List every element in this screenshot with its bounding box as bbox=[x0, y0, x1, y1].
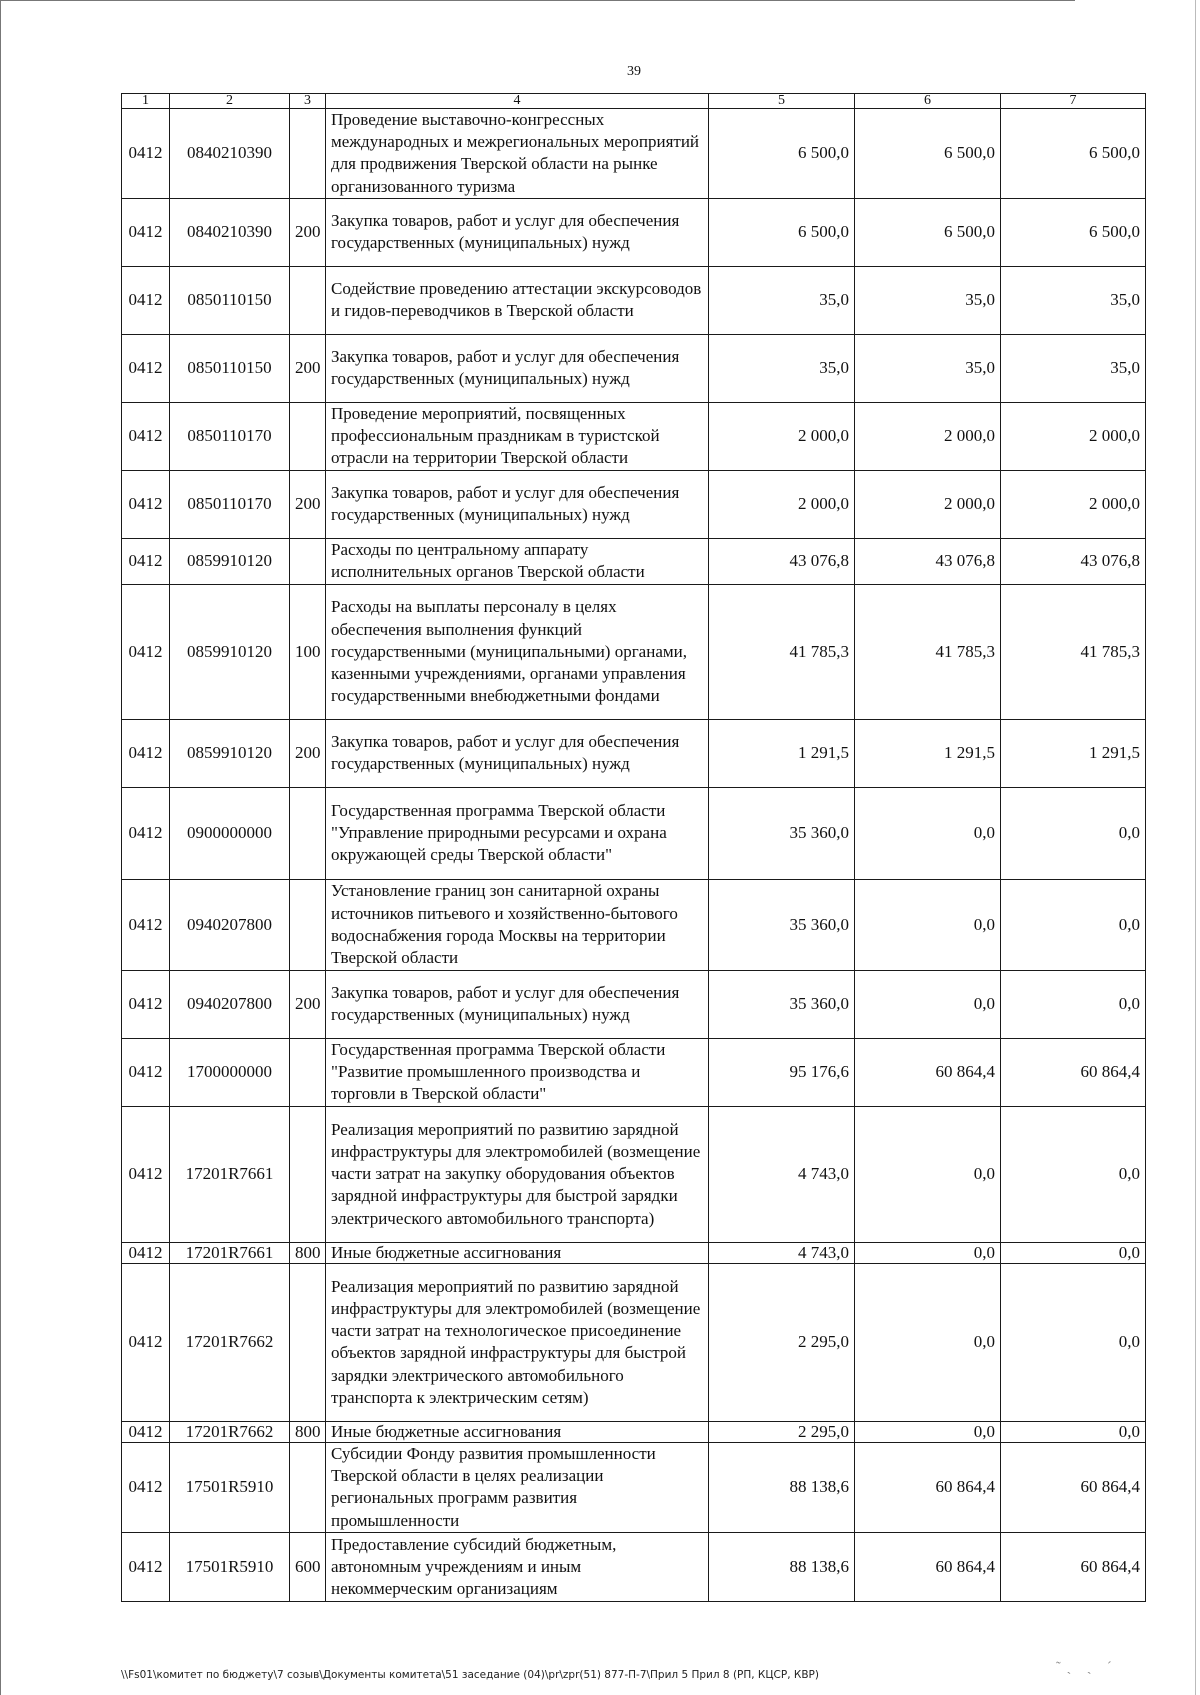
cell-value-7: 0,0 bbox=[1001, 1263, 1146, 1421]
cell-value-7: 43 076,8 bbox=[1001, 538, 1146, 584]
cell-section: 0412 bbox=[122, 470, 170, 538]
cell-value-5: 35,0 bbox=[709, 334, 855, 402]
cell-section: 0412 bbox=[122, 787, 170, 879]
table-row bbox=[122, 109, 1146, 199]
cell-value-5: 4 743,0 bbox=[709, 1106, 855, 1242]
cell-csr: 1700000000 bbox=[170, 1038, 290, 1106]
cell-csr: 0850110170 bbox=[170, 470, 290, 538]
cell-value-6: 35,0 bbox=[855, 334, 1001, 402]
cell-section: 0412 bbox=[122, 198, 170, 266]
cell-name: Проведение мероприятий, посвященных профессиональным праздникам в туристской отрасли на территории Тверской области bbox=[326, 402, 709, 470]
cell-kvr: 200 bbox=[290, 334, 326, 402]
cell-name: Содействие проведению аттестации экскурсоводов и гидов-переводчиков в Тверской области bbox=[326, 266, 709, 334]
cell-value-6: 0,0 bbox=[855, 1263, 1001, 1421]
cell-section: 0412 bbox=[122, 109, 170, 199]
cell-kvr: 100 bbox=[290, 584, 326, 719]
cell-csr: 0900000000 bbox=[170, 787, 290, 879]
table-row bbox=[122, 787, 1146, 879]
cell-value-7: 60 864,4 bbox=[1001, 1532, 1146, 1601]
cell-section: 0412 bbox=[122, 1421, 170, 1442]
cell-value-5: 88 138,6 bbox=[709, 1442, 855, 1532]
cell-name: Закупка товаров, работ и услуг для обеспечения государственных (муниципальных) нужд bbox=[326, 334, 709, 402]
cell-value-7: 2 000,0 bbox=[1001, 402, 1146, 470]
cell-name: Иные бюджетные ассигнования bbox=[326, 1242, 709, 1263]
col-header-7: 7 bbox=[1001, 94, 1146, 109]
cell-value-5: 1 291,5 bbox=[709, 719, 855, 787]
cell-value-7: 0,0 bbox=[1001, 787, 1146, 879]
cell-value-6: 0,0 bbox=[855, 787, 1001, 879]
table-row bbox=[122, 1442, 1146, 1532]
cell-section: 0412 bbox=[122, 1532, 170, 1601]
cell-name: Проведение выставочно-конгрессных международных и межрегиональных мероприятий для продвижения Тверской области на рынке организованного туризма bbox=[326, 109, 709, 199]
table-row bbox=[122, 1242, 1146, 1263]
cell-section: 0412 bbox=[122, 719, 170, 787]
cell-name: Закупка товаров, работ и услуг для обеспечения государственных (муниципальных) нужд bbox=[326, 970, 709, 1038]
col-header-3: 3 bbox=[290, 94, 326, 109]
cell-csr: 0859910120 bbox=[170, 538, 290, 584]
col-header-1: 1 bbox=[122, 94, 170, 109]
cell-value-6: 0,0 bbox=[855, 1421, 1001, 1442]
cell-name: Закупка товаров, работ и услуг для обеспечения государственных (муниципальных) нужд bbox=[326, 470, 709, 538]
cell-kvr bbox=[290, 1038, 326, 1106]
cell-kvr bbox=[290, 1106, 326, 1242]
cell-section: 0412 bbox=[122, 584, 170, 719]
cell-value-7: 35,0 bbox=[1001, 334, 1146, 402]
cell-value-5: 35 360,0 bbox=[709, 787, 855, 879]
cell-value-6: 0,0 bbox=[855, 1106, 1001, 1242]
cell-value-6: 0,0 bbox=[855, 970, 1001, 1038]
cell-value-5: 35,0 bbox=[709, 266, 855, 334]
cell-kvr bbox=[290, 1442, 326, 1532]
cell-csr: 0940207800 bbox=[170, 879, 290, 970]
col-header-2: 2 bbox=[170, 94, 290, 109]
cell-value-6: 2 000,0 bbox=[855, 470, 1001, 538]
cell-name: Иные бюджетные ассигнования bbox=[326, 1421, 709, 1442]
cell-name: Реализация мероприятий по развитию зарядной инфраструктуры для электромобилей (возмещение части затрат на технологическое присоединение объектов зарядной инфраструктуры для быстрой зарядки электрического автомобильного транспорта к электрическим сетям) bbox=[326, 1263, 709, 1421]
cell-value-5: 43 076,8 bbox=[709, 538, 855, 584]
cell-name: Закупка товаров, работ и услуг для обеспечения государственных (муниципальных) нужд bbox=[326, 719, 709, 787]
cell-value-5: 6 500,0 bbox=[709, 198, 855, 266]
cell-value-5: 2 000,0 bbox=[709, 470, 855, 538]
cell-section: 0412 bbox=[122, 970, 170, 1038]
cell-csr: 17201R7662 bbox=[170, 1421, 290, 1442]
cell-kvr bbox=[290, 538, 326, 584]
table-row bbox=[122, 1421, 1146, 1442]
cell-value-5: 95 176,6 bbox=[709, 1038, 855, 1106]
scan-edge-top bbox=[0, 0, 1075, 1]
cell-value-6: 6 500,0 bbox=[855, 109, 1001, 199]
cell-name: Расходы по центральному аппарату исполнительных органов Тверской области bbox=[326, 538, 709, 584]
cell-kvr: 800 bbox=[290, 1242, 326, 1263]
cell-kvr: 800 bbox=[290, 1421, 326, 1442]
cell-value-6: 35,0 bbox=[855, 266, 1001, 334]
table-row bbox=[122, 470, 1146, 538]
cell-section: 0412 bbox=[122, 879, 170, 970]
cell-csr: 0859910120 bbox=[170, 584, 290, 719]
cell-value-5: 4 743,0 bbox=[709, 1242, 855, 1263]
cell-kvr bbox=[290, 879, 326, 970]
cell-value-7: 6 500,0 bbox=[1001, 109, 1146, 199]
cell-value-5: 35 360,0 bbox=[709, 970, 855, 1038]
cell-kvr bbox=[290, 266, 326, 334]
table-row bbox=[122, 879, 1146, 970]
cell-kvr: 200 bbox=[290, 198, 326, 266]
budget-table bbox=[121, 93, 1146, 1602]
cell-value-7: 2 000,0 bbox=[1001, 470, 1146, 538]
cell-name: Государственная программа Тверской области "Управление природными ресурсами и охрана окружающей среды Тверской области" bbox=[326, 787, 709, 879]
cell-value-6: 41 785,3 bbox=[855, 584, 1001, 719]
cell-csr: 17501R5910 bbox=[170, 1442, 290, 1532]
cell-value-7: 0,0 bbox=[1001, 1421, 1146, 1442]
cell-section: 0412 bbox=[122, 402, 170, 470]
cell-section: 0412 bbox=[122, 1038, 170, 1106]
table-row bbox=[122, 1263, 1146, 1421]
cell-section: 0412 bbox=[122, 1263, 170, 1421]
table-row bbox=[122, 1038, 1146, 1106]
cell-value-6: 6 500,0 bbox=[855, 198, 1001, 266]
cell-value-7: 1 291,5 bbox=[1001, 719, 1146, 787]
scan-edge-left bbox=[0, 0, 1, 1695]
table-row bbox=[122, 538, 1146, 584]
cell-name: Субсидии Фонду развития промышленности Тверской области в целях реализации региональных программ развития промышленности bbox=[326, 1442, 709, 1532]
cell-value-6: 43 076,8 bbox=[855, 538, 1001, 584]
cell-kvr: 200 bbox=[290, 970, 326, 1038]
cell-csr: 17501R5910 bbox=[170, 1532, 290, 1601]
cell-value-7: 0,0 bbox=[1001, 879, 1146, 970]
cell-value-7: 0,0 bbox=[1001, 970, 1146, 1038]
table-row bbox=[122, 266, 1146, 334]
cell-value-7: 6 500,0 bbox=[1001, 198, 1146, 266]
cell-value-5: 6 500,0 bbox=[709, 109, 855, 199]
scan-noise-marks: ˜ˏ ˎ ˊ bbox=[1056, 1660, 1118, 1675]
cell-kvr bbox=[290, 109, 326, 199]
table-row bbox=[122, 334, 1146, 402]
table-row bbox=[122, 970, 1146, 1038]
cell-csr: 0840210390 bbox=[170, 109, 290, 199]
cell-kvr bbox=[290, 1263, 326, 1421]
cell-value-7: 35,0 bbox=[1001, 266, 1146, 334]
col-header-6: 6 bbox=[855, 94, 1001, 109]
cell-kvr bbox=[290, 402, 326, 470]
cell-section: 0412 bbox=[122, 1106, 170, 1242]
cell-section: 0412 bbox=[122, 538, 170, 584]
cell-kvr: 600 bbox=[290, 1532, 326, 1601]
cell-kvr: 200 bbox=[290, 719, 326, 787]
cell-name: Реализация мероприятий по развитию зарядной инфраструктуры для электромобилей (возмещение части затрат на закупку оборудования объектов зарядной инфраструктуры для быстрой зарядки электрического автомобильного транспорта) bbox=[326, 1106, 709, 1242]
cell-value-6: 0,0 bbox=[855, 879, 1001, 970]
cell-value-6: 60 864,4 bbox=[855, 1442, 1001, 1532]
cell-csr: 17201R7662 bbox=[170, 1263, 290, 1421]
table-row bbox=[122, 584, 1146, 719]
page-number: 39 bbox=[627, 64, 641, 79]
cell-kvr: 200 bbox=[290, 470, 326, 538]
cell-name: Закупка товаров, работ и услуг для обеспечения государственных (муниципальных) нужд bbox=[326, 198, 709, 266]
cell-section: 0412 bbox=[122, 1442, 170, 1532]
cell-section: 0412 bbox=[122, 334, 170, 402]
cell-csr: 17201R7661 bbox=[170, 1242, 290, 1263]
cell-csr: 0850110170 bbox=[170, 402, 290, 470]
table-row bbox=[122, 1532, 1146, 1601]
cell-csr: 0840210390 bbox=[170, 198, 290, 266]
cell-value-7: 0,0 bbox=[1001, 1242, 1146, 1263]
cell-csr: 17201R7661 bbox=[170, 1106, 290, 1242]
cell-section: 0412 bbox=[122, 1242, 170, 1263]
table-row bbox=[122, 402, 1146, 470]
cell-name: Предоставление субсидий бюджетным, автономным учреждениям и иным некоммерческим организациям bbox=[326, 1532, 709, 1601]
col-header-4: 4 bbox=[326, 94, 709, 109]
cell-value-6: 60 864,4 bbox=[855, 1038, 1001, 1106]
cell-kvr bbox=[290, 787, 326, 879]
cell-csr: 0850110150 bbox=[170, 334, 290, 402]
cell-value-5: 2 295,0 bbox=[709, 1263, 855, 1421]
cell-value-5: 35 360,0 bbox=[709, 879, 855, 970]
table-row bbox=[122, 1106, 1146, 1242]
cell-csr: 0859910120 bbox=[170, 719, 290, 787]
cell-csr: 0850110150 bbox=[170, 266, 290, 334]
footer-file-path: \\Fs01\комитет по бюджету\7 созыв\Документы комитета\51 заседание (04)\pr\zpr(51) 877-П-7\Прил 5 Прил 8 (РП, КЦСР, КВР) bbox=[121, 1669, 819, 1681]
table-row bbox=[122, 719, 1146, 787]
header-row bbox=[122, 94, 1146, 109]
cell-value-7: 41 785,3 bbox=[1001, 584, 1146, 719]
col-header-5: 5 bbox=[709, 94, 855, 109]
cell-value-5: 88 138,6 bbox=[709, 1532, 855, 1601]
cell-value-6: 0,0 bbox=[855, 1242, 1001, 1263]
cell-csr: 0940207800 bbox=[170, 970, 290, 1038]
cell-value-5: 2 000,0 bbox=[709, 402, 855, 470]
cell-name: Установление границ зон санитарной охраны источников питьевого и хозяйственно-бытового водоснабжения города Москвы на территории Тверской области bbox=[326, 879, 709, 970]
cell-name: Расходы на выплаты персоналу в целях обеспечения выполнения функций государственными (муниципальными) органами, казенными учреждениями, органами управления государственными внебюджетными фондами bbox=[326, 584, 709, 719]
cell-value-7: 60 864,4 bbox=[1001, 1442, 1146, 1532]
cell-value-5: 41 785,3 bbox=[709, 584, 855, 719]
cell-value-6: 60 864,4 bbox=[855, 1532, 1001, 1601]
table-row bbox=[122, 198, 1146, 266]
cell-value-7: 60 864,4 bbox=[1001, 1038, 1146, 1106]
cell-section: 0412 bbox=[122, 266, 170, 334]
cell-value-5: 2 295,0 bbox=[709, 1421, 855, 1442]
cell-value-6: 1 291,5 bbox=[855, 719, 1001, 787]
cell-value-7: 0,0 bbox=[1001, 1106, 1146, 1242]
scan-edge-right bbox=[1195, 0, 1196, 1695]
cell-name: Государственная программа Тверской области "Развитие промышленного производства и торговли в Тверской области" bbox=[326, 1038, 709, 1106]
cell-value-6: 2 000,0 bbox=[855, 402, 1001, 470]
